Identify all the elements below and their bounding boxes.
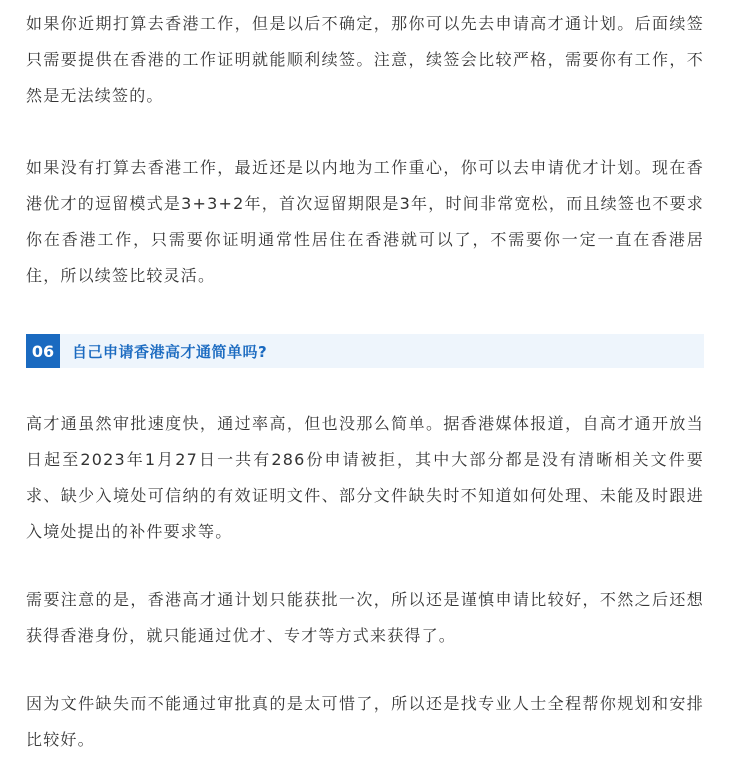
section-title: 自己申请香港高才通简单吗? xyxy=(72,342,268,361)
paragraph: 高才通虽然审批速度快，通过率高，但也没那么简单。据香港媒体报道，自高才通开放当日起至2023年1月27日一共有286份申请被拒，其中大部分都是没有清晰相关文件要求、缺少入境处可信纳的有效证明文件、部分文件缺失时不知道如何处理、未能及时跟进入境处提出的补件要求等。 xyxy=(26,414,704,541)
section-number-badge: 06 xyxy=(26,334,60,368)
article-body xyxy=(26,0,704,758)
section-heading xyxy=(26,334,704,368)
paragraph: 因为文件缺失而不能通过审批真的是太可惜了，所以还是找专业人士全程帮你规划和安排比较好。 xyxy=(26,694,704,749)
paragraph: 如果你近期打算去香港工作，但是以后不确定，那你可以先去申请高才通计划。后面续签只需要提供在香港的工作证明就能顺利续签。注意，续签会比较严格，需要你有工作，不然是无法续签的。 xyxy=(26,14,704,105)
paragraph: 如果没有打算去香港工作，最近还是以内地为工作重心，你可以去申请优才计划。现在香港优才的逗留模式是3+3+2年，首次逗留期限是3年，时间非常宽松，而且续签也不要求你在香港工作，只需要你证明通常性居住在香港就可以了，不需要你一定一直在香港居住，所以续签比较灵活。 xyxy=(26,158,704,285)
paragraph: 需要注意的是，香港高才通计划只能获批一次，所以还是谨慎申请比较好，不然之后还想获得香港身份，就只能通过优才、专才等方式来获得了。 xyxy=(26,590,704,645)
